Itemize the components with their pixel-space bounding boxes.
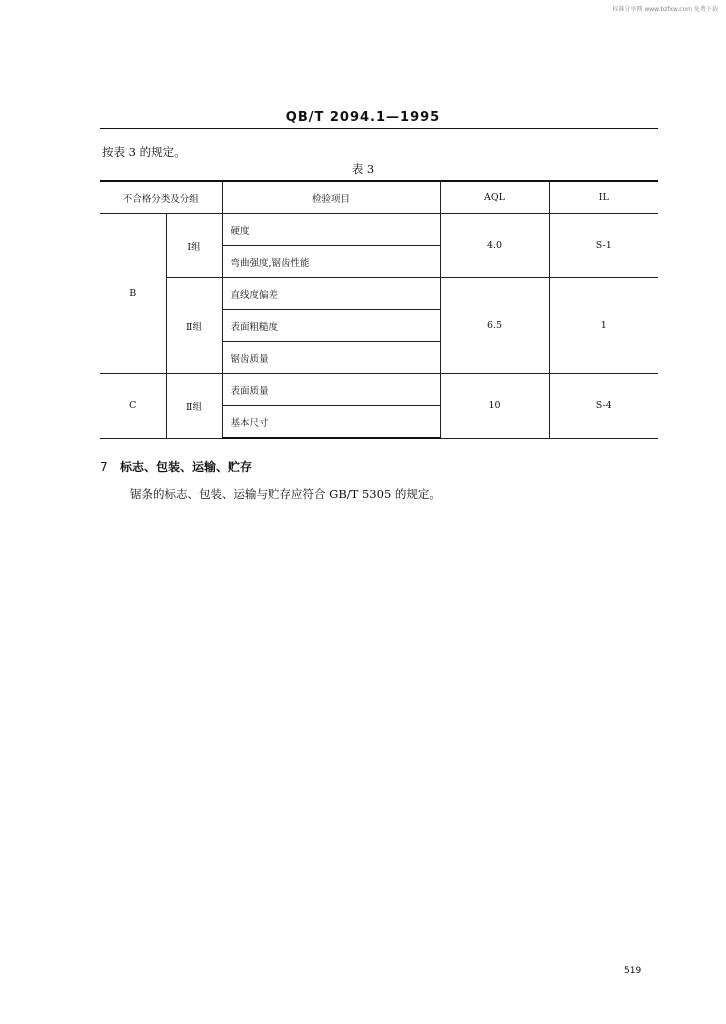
inspection-item: 硬度 bbox=[222, 214, 440, 246]
table-row bbox=[100, 278, 658, 310]
section-heading bbox=[100, 458, 252, 475]
inspection-table bbox=[100, 180, 658, 439]
header-aql: AQL bbox=[440, 181, 549, 214]
inspection-item: 基本尺寸 bbox=[222, 406, 440, 439]
il-value: S-4 bbox=[549, 374, 658, 439]
header-il: IL bbox=[549, 181, 658, 214]
page-number: 519 bbox=[624, 966, 642, 976]
header-classification: 不合格分类及分组 bbox=[100, 181, 222, 214]
section-title: 标志、包装、运输、贮存 bbox=[120, 460, 253, 474]
inspection-item: 弯曲强度,锯齿性能 bbox=[222, 246, 440, 278]
table-title: 表 3 bbox=[351, 162, 375, 176]
inspection-item: 直线度偏差 bbox=[222, 278, 440, 310]
header-rule bbox=[100, 128, 658, 129]
aql-value: 4.0 bbox=[440, 214, 549, 278]
table-row bbox=[100, 214, 658, 246]
intro-text: 按表 3 的规定。 bbox=[102, 145, 186, 159]
header-inspection-item: 检验项目 bbox=[222, 181, 440, 214]
il-value: 1 bbox=[549, 278, 658, 374]
aql-value: 10 bbox=[440, 374, 549, 439]
group-cell: Ⅰ组 bbox=[166, 214, 222, 278]
table-row bbox=[100, 374, 658, 406]
aql-value: 6.5 bbox=[440, 278, 549, 374]
watermark-text: 标准分享网 www.bzfxw.com 免费下载 bbox=[612, 6, 718, 13]
group-cell: Ⅱ组 bbox=[166, 374, 222, 439]
inspection-item: 锯齿质量 bbox=[222, 342, 440, 374]
inspection-item: 表面质量 bbox=[222, 374, 440, 406]
group-cell: Ⅱ组 bbox=[166, 278, 222, 374]
category-c: C bbox=[100, 374, 166, 439]
section-number: 7 bbox=[100, 460, 108, 474]
standard-code-header: QB/T 2094.1—1995 bbox=[285, 110, 441, 125]
section-body-text: 锯条的标志、包装、运输与贮存应符合 GB/T 5305 的规定。 bbox=[130, 487, 441, 501]
inspection-item: 表面粗糙度 bbox=[222, 310, 440, 342]
category-b: B bbox=[100, 214, 166, 374]
il-value: S-1 bbox=[549, 214, 658, 278]
table-header-row bbox=[100, 181, 658, 214]
